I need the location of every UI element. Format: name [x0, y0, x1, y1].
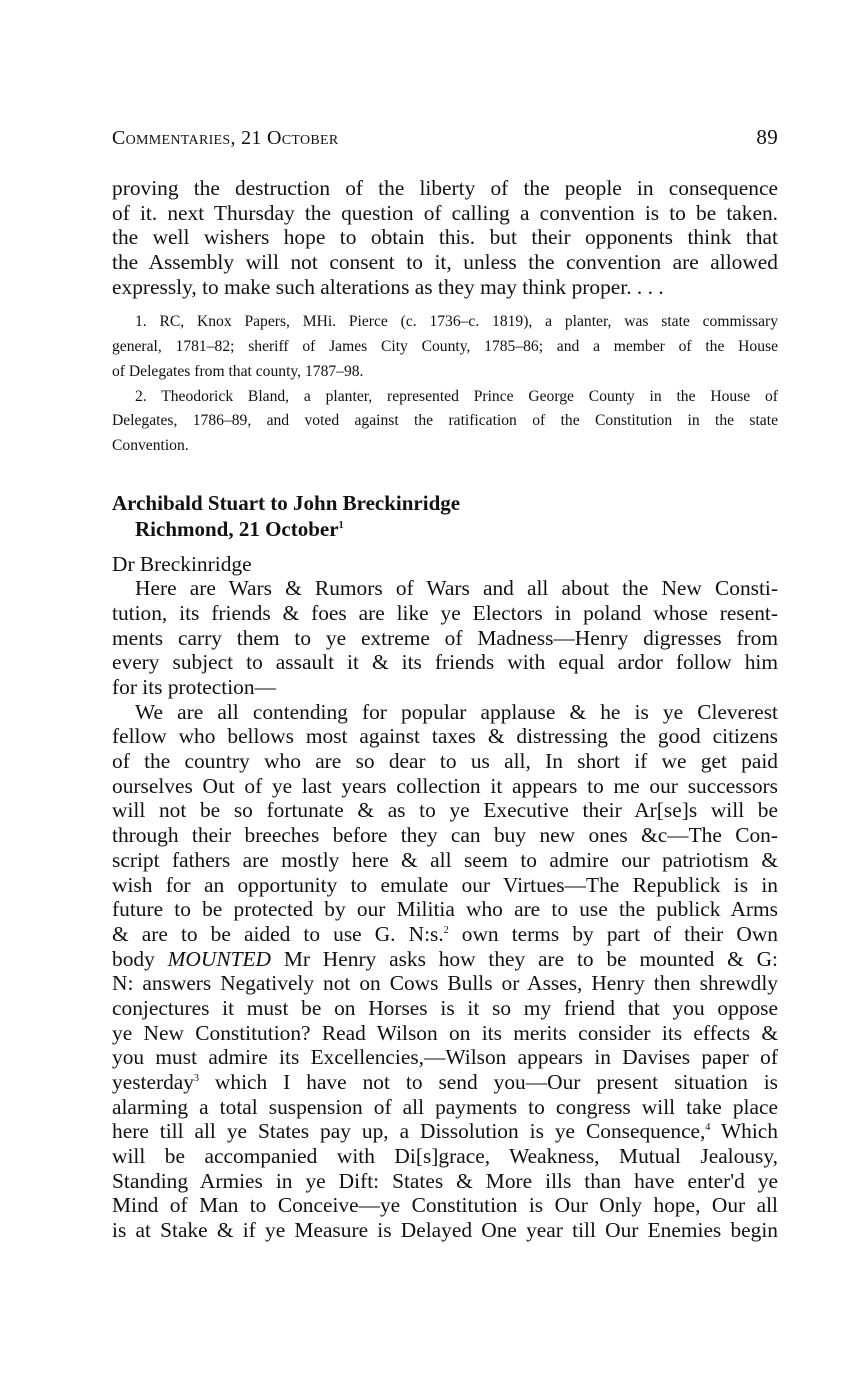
text-line: the well wishers hope to obtain this. but their opponents think that [112, 225, 778, 250]
text-fragment: which I have not to send you—Our present situation is [198, 1070, 778, 1095]
text-line: N: answers Negatively not on Cows Bulls or Asses, Henry then shrewdly [112, 971, 778, 996]
text-fragment: own terms by part of their Own [448, 921, 778, 946]
letter-body [112, 576, 778, 1243]
text-line: wish for an opportunity to emulate our Virtues—The Republick is in [112, 872, 778, 897]
text-line: We are all contending for popular applause & he is ye Cleverest [135, 699, 778, 724]
text-line: conjectures it must be on Horses is it so my friend that you oppose [112, 995, 778, 1020]
footnote-line: Convention. [112, 436, 189, 454]
text-line [112, 1070, 778, 1095]
footnote-2 [112, 387, 778, 461]
text-line: of the country who are so dear to us all, In short if we get paid [112, 749, 778, 774]
text-line: fellow who bellows most against taxes & distressing the good citizens [112, 724, 778, 749]
text-line: ourselves Out of ye last years collection it appears to me our successors [112, 773, 778, 798]
text-line: of it. next Thursday the question of calling a convention is to be taken. [112, 200, 778, 225]
text-line: alarming a total suspension of all payments to congress will take place [112, 1094, 778, 1119]
letter-paragraph-1 [112, 576, 778, 699]
footnote-line: 1. RC, Knox Papers, MHi. Pierce (c. 1736–c. 1819), a planter, was state commissary [135, 313, 778, 331]
document-heading [112, 490, 778, 542]
text-line: script fathers are mostly here & all seem to admire our patriotism & [112, 847, 778, 872]
emphasized-word: MOUNTED [167, 946, 272, 971]
text-line: Here are Wars & Rumors of Wars and all about the New Consti- [135, 576, 778, 601]
footnote-ref: 3 [193, 1072, 199, 1084]
text-line: ye New Constitution? Read Wilson on its merits consider its effects & [112, 1020, 778, 1045]
running-head [112, 125, 778, 155]
text-line: Standing Armies in ye Dift: States & More ills than have enter'd ye [112, 1168, 778, 1193]
footnote-line: 2. Theodorick Bland, a planter, represented Prince George County in the House of [135, 387, 778, 405]
text-line: tution, its friends & foes are like ye Electors in poland whose resent- [112, 600, 778, 625]
footnote-ref: 1 [338, 519, 344, 531]
text-fragment: here till all ye States pay up, a Dissolution is ye Consequence, [112, 1119, 706, 1144]
text-line: every subject to assault it & its friends with equal ardor follow him [112, 650, 778, 675]
text-line: for its protection— [112, 675, 276, 700]
running-head-title: Commentaries, 21 October [112, 127, 339, 149]
letter-paragraph-2 [112, 700, 778, 1243]
heading-title: Archibald Stuart to John Breckinridge [112, 490, 461, 515]
text-line [112, 947, 778, 972]
footnote-ref: 2 [443, 924, 449, 936]
footnote-1 [112, 312, 778, 386]
text-fragment: body [112, 946, 168, 971]
page-number: 89 [756, 125, 778, 149]
salutation: Dr Breckinridge [112, 551, 252, 576]
text-line: the Assembly will not consent to it, unless the convention are allowed [112, 250, 778, 275]
text-line: proving the destruction of the liberty of the people in consequence [112, 176, 778, 200]
footnote-ref: 4 [705, 1122, 711, 1134]
footnotes [112, 312, 778, 460]
text-line: through their breeches before they can buy new ones &c—The Con- [112, 823, 778, 848]
footnote-line: of Delegates from that county, 1787–98. [112, 362, 364, 380]
heading-place-date [112, 516, 778, 542]
footnote-line: general, 1781–82; sheriff of James City County, 1785–86; and a member of the House [112, 338, 778, 356]
text-fragment: Which [710, 1119, 778, 1144]
text-line [112, 1119, 778, 1144]
footnote-line: Delegates, 1786–89, and voted against the ratification of the Constitution in the state [112, 412, 778, 430]
continuation-paragraph [112, 176, 778, 299]
text-line: is at Stake & if ye Measure is Delayed One year till Our Enemies begin [112, 1218, 778, 1243]
text-line: Mind of Man to Conceive—ye Constitution is Our Only hope, Our all [112, 1193, 778, 1218]
text-line: will not be so fortunate & as to ye Executive their Ar[se]s will be [112, 798, 778, 823]
text-line: expressly, to make such alterations as they may think proper. . . . [112, 274, 664, 299]
document-page [112, 125, 778, 1243]
text-fragment: yesterday [112, 1070, 194, 1095]
text-line: you must admire its Excellencies,—Wilson appears in Davises paper of [112, 1045, 778, 1070]
heading-place-date-text: Richmond, 21 October [135, 516, 339, 541]
text-line [112, 922, 778, 947]
text-line: ments carry them to ye extreme of Madness—Henry digresses from [112, 625, 778, 650]
text-line: will be accompanied with Di[s]grace, Weakness, Mutual Jealousy, [112, 1144, 778, 1169]
text-fragment: Mr Henry asks how they are to be mounted & G: [271, 946, 778, 971]
text-fragment: & are to be aided to use G. N:s. [112, 921, 444, 946]
text-line: future to be protected by our Militia who are to use the publick Arms [112, 897, 778, 922]
